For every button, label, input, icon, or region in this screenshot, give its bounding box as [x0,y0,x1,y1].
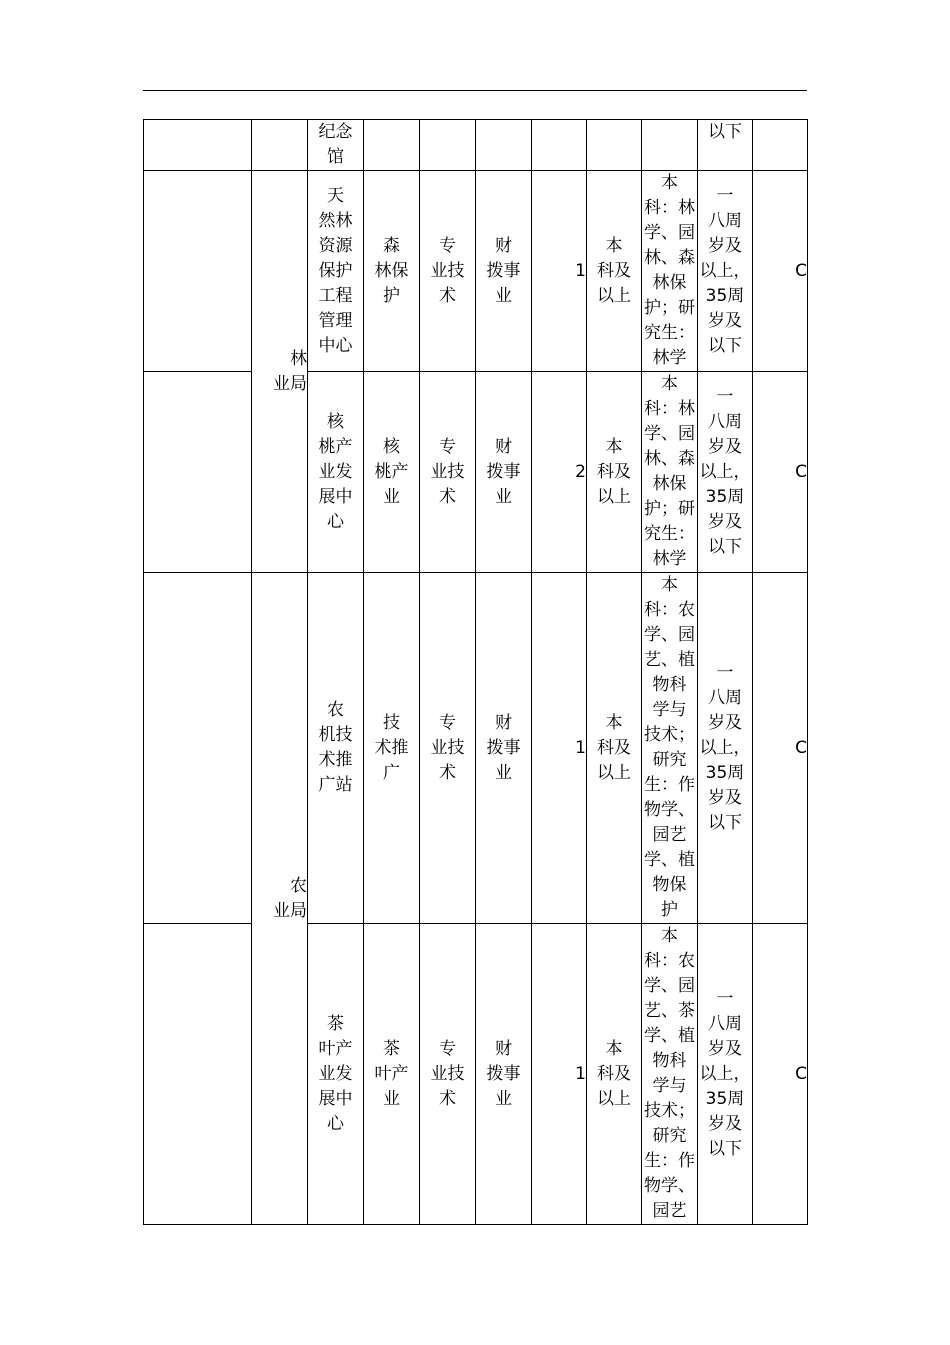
type-cell: 专 业技 术 [420,573,476,924]
age-cell: 一 八周 岁及 以上， 35周 岁及 以下 [698,372,753,573]
header-rule [143,90,807,91]
index-cell [144,924,252,1225]
edu-cell: 本 科及 以上 [587,372,642,573]
post-cell: 森 林保 护 [364,171,420,372]
unit-cell: 茶 叶产 业发 展中 心 [308,924,364,1225]
table-row [144,372,808,573]
table-row [144,171,808,372]
count-cell: 2 [532,372,587,573]
level-cell [753,120,808,171]
type-cell: 专 业技 术 [420,924,476,1225]
major-cell [642,120,698,171]
funding-cell: 财 拨事 业 [476,372,532,573]
edu-cell [587,120,642,171]
funding-cell [476,120,532,171]
type-cell: 专 业技 术 [420,171,476,372]
funding-cell: 财 拨事 业 [476,171,532,372]
level-cell: C [753,372,808,573]
type-cell [420,120,476,171]
post-cell: 茶 叶产 业 [364,924,420,1225]
index-cell [144,372,252,573]
level-cell: C [753,924,808,1225]
unit-cell: 纪念 馆 [308,120,364,171]
dept-cell-forestry: 林 业局 [252,171,308,573]
unit-cell: 核 桃产 业发 展中 心 [308,372,364,573]
unit-cell: 天 然林 资源 保护 工程 管理 中心 [308,171,364,372]
index-cell [144,171,252,372]
count-cell: 1 [532,924,587,1225]
age-cell: 一 八周 岁及 以上， 35周 岁及 以下 [698,171,753,372]
edu-cell: 本 科及 以上 [587,924,642,1225]
recruitment-table [143,119,808,1225]
major-cell: 本 科：农 学、园 艺、植 物科 学与 技术； 研究 生：作 物学、 园艺 学、植 物保 护 [642,573,698,924]
count-cell [532,120,587,171]
edu-cell: 本 科及 以上 [587,171,642,372]
age-cell: 一 八周 岁及 以上， 35周 岁及 以下 [698,924,753,1225]
major-cell: 本 科：农 学、园 艺、茶 学、植 物科 学与 技术； 研究 生：作 物学、 园艺 [642,924,698,1225]
post-cell: 技 术推 广 [364,573,420,924]
type-cell: 专 业技 术 [420,372,476,573]
index-cell [144,573,252,924]
table-row [144,924,808,1225]
count-cell: 1 [532,171,587,372]
edu-cell: 本 科及 以上 [587,573,642,924]
major-cell: 本 科：林 学、园 林、森 林保 护；研 究生： 林学 [642,171,698,372]
dept-cell-agriculture: 农 业局 [252,573,308,1225]
table-row [144,573,808,924]
age-cell: 一 八周 岁及 以上， 35周 岁及 以下 [698,573,753,924]
level-cell: C [753,171,808,372]
funding-cell: 财 拨事 业 [476,924,532,1225]
count-cell: 1 [532,573,587,924]
major-cell: 本 科：林 学、园 林、森 林保 护；研 究生： 林学 [642,372,698,573]
funding-cell: 财 拨事 业 [476,573,532,924]
dept-cell [252,120,308,171]
unit-cell: 农 机技 术推 广站 [308,573,364,924]
table-row [144,120,808,171]
age-cell: 以下 [698,120,753,171]
index-cell [144,120,252,171]
post-cell: 核 桃产 业 [364,372,420,573]
level-cell: C [753,573,808,924]
post-cell [364,120,420,171]
